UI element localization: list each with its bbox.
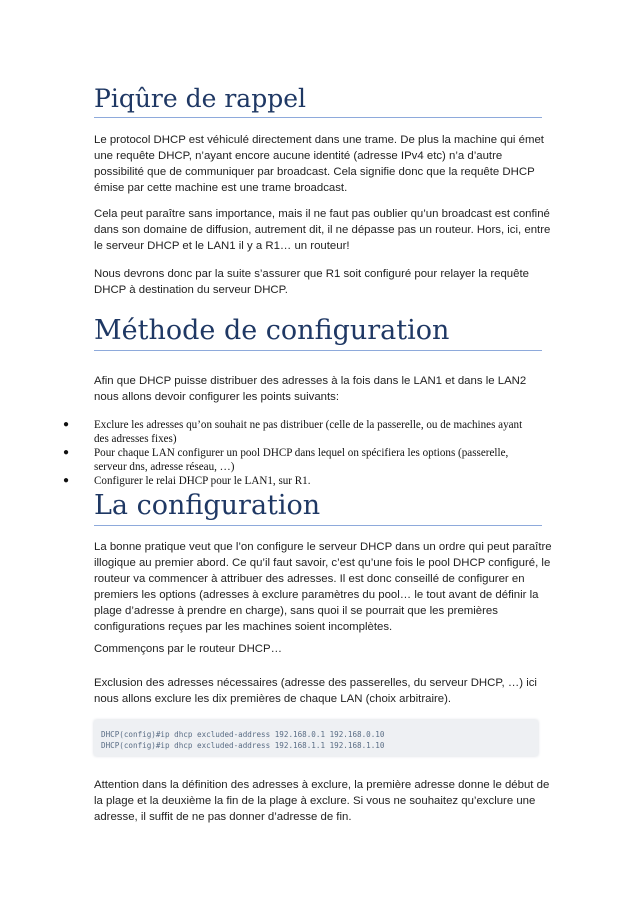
paragraph-methode-intro: Afin que DHCP puisse distribuer des adresses à la fois dans le LAN1 et dans le LAN2 nous allons devoir configurer les points suivants: xyxy=(94,375,527,403)
configuration-steps-list xyxy=(63,418,524,488)
list-item: ● Configurer le relai DHCP pour le LAN1, sur R1. xyxy=(63,475,311,487)
paragraph-broadcast-domain: Cela peut paraître sans importance, mais il ne faut pas oublier qu’un broadcast est confiné dans son domaine de diffusion, autrement dit, il ne dépasse pas un routeur. Hors, ici, entre le serveur DHCP et le LAN1 il y a R1… un routeur! xyxy=(94,208,551,252)
bullet-icon: ● xyxy=(63,419,70,430)
heading-la-configuration: La configuration xyxy=(94,490,542,526)
paragraph-exclusion: Exclusion des adresses nécessaires (adresse des passerelles, du serveur DHCP, …) ici nous allons exclure les dix premières de chaque LAN (choix arbitraire). xyxy=(94,677,537,705)
cli-code-block xyxy=(94,720,538,756)
paragraph-dhcp-broadcast: Le protocol DHCP est véhiculé directement dans une trame. De plus la machine qui émet une requête DHCP, n’ayant encore aucune identité (adresse IPv4 etc) n’a d’autre possibilité que de communiquer par broadcast. Cela signifie donc que la requête DHCP émise par cette machine est une trame broadcast. xyxy=(94,134,544,194)
list-item: ● Pour chaque LAN configurer un pool DHCP dans lequel on spécifiera les options (passerelle, serveur dns, adresse réseau, …) xyxy=(63,447,509,473)
bullet-icon: ● xyxy=(63,447,70,458)
heading-piqure-de-rappel: Piqûre de rappel xyxy=(94,84,542,118)
paragraph-bonne-pratique: La bonne pratique veut que l’on configure le serveur DHCP dans un ordre qui peut paraître illogique au premier abord. Ce qu’il faut savoir, c’est qu’une fois le pool DHCP configuré, le routeur va commencer à attribuer des adresses. Il est donc conseillé de configurer en premiers les options (adresses à exclure paramètres du pool… le tout avant de définir la plage d’adresse à prendre en charge), sans quoi il se pourrait que les premières configurations reçues par les machines soient incomplètes. xyxy=(94,541,552,633)
paragraph-relay-requirement: Nous devrons donc par la suite s’assurer que R1 soit configuré pour relayer la requête DHCP à destination du serveur DHCP. xyxy=(94,268,529,296)
paragraph-commencons: Commençons par le routeur DHCP… xyxy=(94,643,283,655)
code-line: DHCP(config)#ip dhcp excluded-address 192.168.0.1 192.168.0.10 xyxy=(101,730,385,739)
heading-methode-de-configuration: Méthode de configuration xyxy=(94,315,542,351)
code-line: DHCP(config)#ip dhcp excluded-address 192.168.1.1 192.168.1.10 xyxy=(101,741,385,750)
bullet-icon: ● xyxy=(63,475,70,486)
list-item: ● Exclure les adresses qu’on souhait ne pas distribuer (celle de la passerelle, ou de machines ayant des adresses fixes) xyxy=(63,419,523,445)
paragraph-attention: Attention dans la définition des adresses à exclure, la première adresse donne le début de la plage et la deuxième la fin de la plage à exclure. Si vous ne souhaitez qu’exclure une adresse, il suffit de ne pas donner d’adresse de fin. xyxy=(94,779,550,823)
